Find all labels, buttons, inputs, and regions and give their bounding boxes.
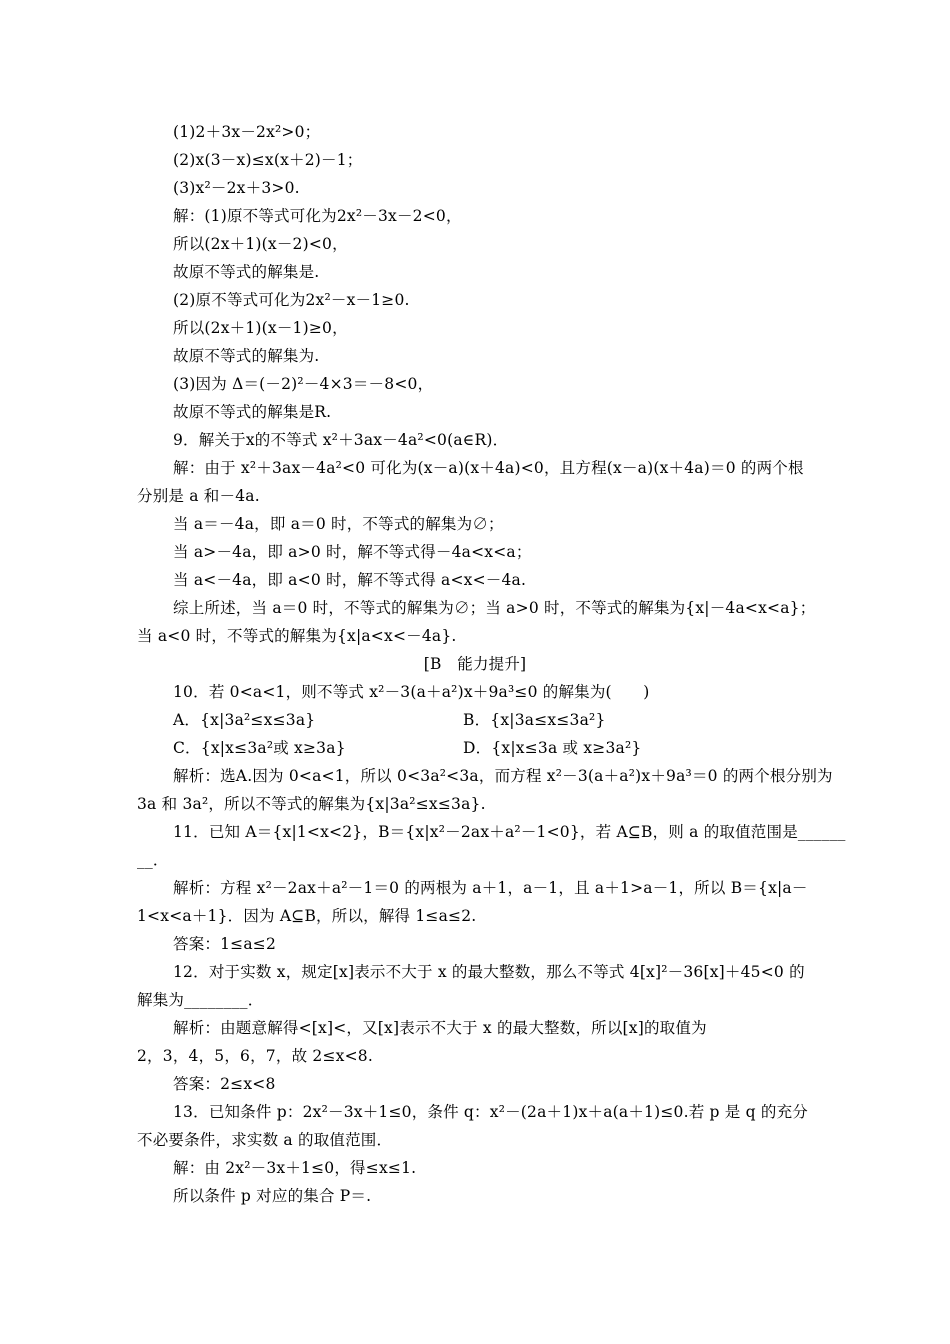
answer-12: 答案：2≤x<8 <box>173 1075 276 1093</box>
solution-8-line-7: (3)因为 Δ＝(－2)²－4×3＝－8<0， <box>173 375 434 393</box>
problem-11-blank-tail: __． <box>137 851 169 869</box>
analysis-10-line-2: 3a 和 3a²，所以不等式的解集为{x|3a²≤x≤3a}. <box>137 795 486 813</box>
solution-8-line-5: 所以(2x＋1)(x－1)≥0， <box>173 319 348 337</box>
solution-8-line-8: 故原不等式的解集是R. <box>173 403 332 421</box>
option-c: C．{x|x≤3a²或 x≥3a} <box>173 739 346 757</box>
solution-8-line-4: (2)原不等式可化为2x²－x－1≥0. <box>173 291 410 309</box>
analysis-11-line-2: 1<x<a＋1}．因为 A⊆B，所以，解得 1≤a≤2. <box>137 907 477 925</box>
solution-8-line-3: 故原不等式的解集是. <box>173 263 320 281</box>
problem-13-statement: 13．已知条件 p：2x²－3x＋1≤0，条件 q：x²－(2a＋1)x＋a(a＋1)≤0.若 p 是 q 的充分 <box>173 1103 808 1121</box>
solution-13-line-1: 解：由 2x²－3x＋1≤0，得≤x≤1. <box>173 1159 417 1177</box>
problem-12-statement: 12．对于实数 x，规定[x]表示不大于 x 的最大整数，那么不等式 4[x]²－36[x]＋45<0 的 <box>173 963 805 981</box>
solution-8-line-1: 解：(1)原不等式可化为2x²－3x－2<0， <box>173 207 462 225</box>
solution-8-line-2: 所以(2x＋1)(x－2)<0， <box>173 235 348 253</box>
analysis-10-line-1: 解析：选A.因为 0<a<1，所以 0<3a²<3a，而方程 x²－3(a＋a²)x＋9a³＝0 的两个根分别为 <box>173 767 833 785</box>
problem-9-statement: 9．解关于x的不等式 x²＋3ax－4a²<0(a∈R)． <box>173 431 509 449</box>
solution-9-line-7: 当 a<0 时，不等式的解集为{x|a<x<－4a}. <box>137 627 457 645</box>
option-d: D．{x|x≤3a 或 x≥3a²} <box>463 739 642 757</box>
solution-13-line-2: 所以条件 p 对应的集合 P＝. <box>173 1187 372 1205</box>
problem-13-statement-tail: 不必要条件，求实数 a 的取值范围． <box>137 1131 393 1149</box>
problem-12-statement-tail: 解集为________． <box>137 991 264 1009</box>
analysis-12-line-2: 2，3，4，5，6，7，故 2≤x<8. <box>137 1047 373 1065</box>
section-heading: [B 能力提升] <box>423 655 527 673</box>
answer-11: 答案：1≤a≤2 <box>173 935 277 953</box>
analysis-12-line-1: 解析：由题意解得<[x]<，又[x]表示不大于 x 的最大整数，所以[x]的取值为 <box>173 1019 707 1037</box>
solution-9-line-4: 当 a>－4a，即 a>0 时，解不等式得－4a<x<a； <box>173 543 532 561</box>
solution-9-line-5: 当 a<－4a，即 a<0 时，解不等式得 a<x<－4a. <box>173 571 527 589</box>
solution-9-line-2: 分别是 a 和－4a. <box>137 487 260 505</box>
solution-9-line-1: 解：由于 x²＋3ax－4a²<0 可化为(x－a)(x＋4a)<0，且方程(x－a)(x＋4a)＝0 的两个根 <box>173 459 804 477</box>
problem-8-part-2: (2)x(3－x)≤x(x＋2)－1； <box>173 151 363 169</box>
analysis-11-line-1: 解析：方程 x²－2ax＋a²－1＝0 的两根为 a＋1，a－1，且 a＋1>a－1，所以 B＝{x|a－ <box>173 879 808 897</box>
problem-11-statement: 11．已知 A＝{x|1<x<2}，B＝{x|x²－2ax＋a²－1<0}，若 A⊆B，则 a 的取值范围是______ <box>173 823 846 841</box>
problem-8-part-3: (3)x²－2x＋3>0. <box>173 179 300 197</box>
option-b: B．{x|3a≤x≤3a²} <box>463 711 606 729</box>
solution-8-line-6: 故原不等式的解集为. <box>173 347 320 365</box>
problem-8-part-1: (1)2＋3x－2x²>0； <box>173 123 321 141</box>
solution-9-line-6: 综上所述，当 a＝0 时，不等式的解集为∅；当 a>0 时，不等式的解集为{x|－4a<x<a}； <box>173 599 816 617</box>
problem-10-statement: 10．若 0<a<1，则不等式 x²－3(a＋a²)x＋9a³≤0 的解集为( ) <box>173 683 650 701</box>
solution-9-line-3: 当 a＝－4a，即 a＝0 时，不等式的解集为∅； <box>173 515 504 533</box>
option-a: A．{x|3a²≤x≤3a} <box>173 711 316 729</box>
